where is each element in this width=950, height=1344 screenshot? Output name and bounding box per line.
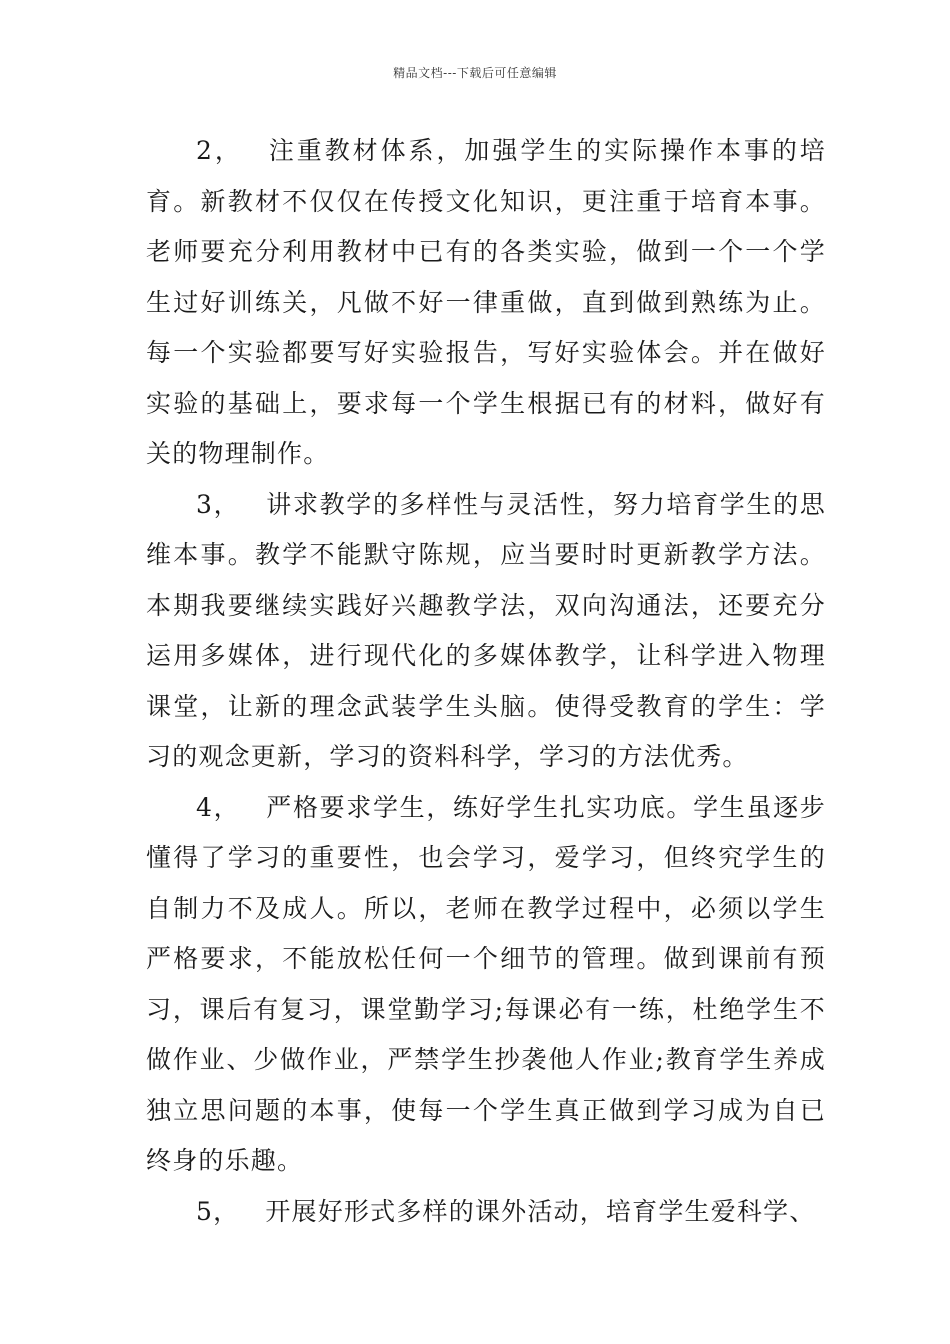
paragraph-text: 注重教材体系，加强学生的实际操作本事的培育。新教材不仅仅在传授文化知识，更注重于培育本事。老师要充分利用教材中已有的各类实验，做到一个一个学生过好训练关，凡做不好一律重做，直到做到熟练为止。每一个实验都要写好实验报告，写好实验体会。并在做好实验的基础上，要求每一个学生根据已有的材料，做好有关的物理制作。 — [146, 136, 826, 468]
paragraph-2 — [146, 126, 826, 480]
paragraph-5 — [146, 1187, 826, 1238]
paragraph-number: 4， — [196, 792, 241, 822]
paragraph-4 — [146, 783, 826, 1187]
paragraph-text: 讲求教学的多样性与灵活性，努力培育学生的思维本事。教学不能默守陈规，应当要时时更新教学方法。本期我要继续实践好兴趣教学法，双向沟通法，还要充分运用多媒体，进行现代化的多媒体教学，让科学进入物理课堂，让新的理念武装学生头脑。使得受教育的学生：学习的观念更新，学习的资料科学，学习的方法优秀。 — [146, 489, 826, 771]
page-header-watermark: 精品文档---下载后可任意编辑 — [393, 66, 557, 80]
paragraph-3 — [146, 480, 826, 783]
paragraph-number: 2， — [196, 136, 243, 165]
paragraph-text: 开展好形式多样的课外活动，培育学生爱科学、 — [265, 1196, 816, 1226]
paragraph-number: 5， — [196, 1196, 240, 1226]
document-body — [146, 126, 826, 1237]
paragraph-text: 严格要求学生，练好学生扎实功底。学生虽逐步懂得了学习的重要性，也会学习，爱学习，但终究学生的自制力不及成人。所以，老师在教学过程中，必须以学生严格要求，不能放松任何一个细节的管理。做到课前有预习，课后有复习，课堂勤学习;每课必有一练，杜绝学生不做作业、少做作业，严禁学生抄袭他人作业;教育学生养成独立思问题的本事，使每一个学生真正做到学习成为自已终身的乐趣。 — [146, 792, 826, 1175]
paragraph-number: 3， — [196, 489, 241, 519]
